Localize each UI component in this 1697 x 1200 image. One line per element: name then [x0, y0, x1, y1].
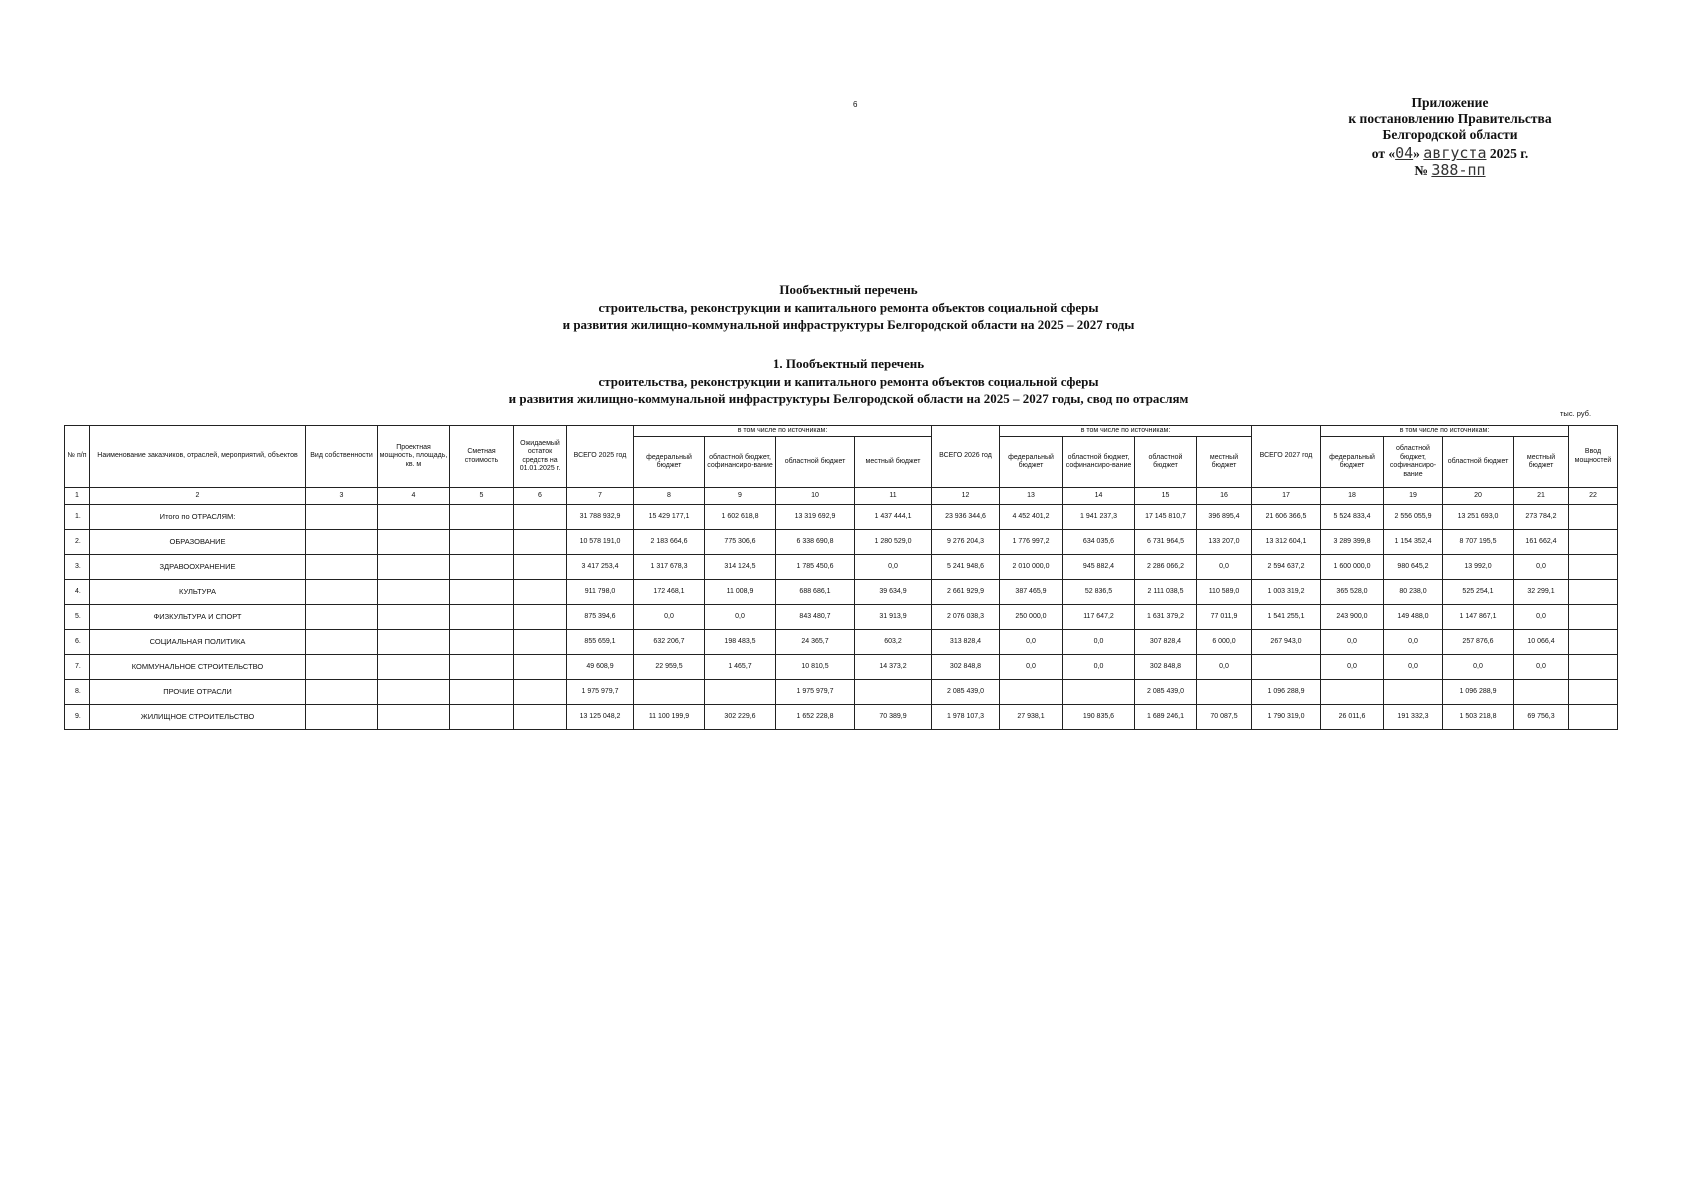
header-num: № п/п — [65, 426, 90, 488]
column-number: 17 — [1252, 488, 1321, 505]
table-cell: 1 600 000,0 — [1321, 555, 1384, 580]
table-cell: 22 959,5 — [634, 655, 705, 680]
date-month: августа — [1423, 144, 1487, 162]
table-cell: 0,0 — [1514, 605, 1569, 630]
column-number: 4 — [378, 488, 450, 505]
row-name-cell: СОЦИАЛЬНАЯ ПОЛИТИКА — [90, 630, 306, 655]
column-number: 14 — [1063, 488, 1135, 505]
table-cell: 2 556 055,9 — [1384, 505, 1443, 530]
table-cell: 149 488,0 — [1384, 605, 1443, 630]
section-title — [0, 355, 1697, 408]
table-cell: 6 000,0 — [1197, 630, 1252, 655]
table-row — [65, 680, 1618, 705]
table-cell — [1569, 655, 1618, 680]
table-cell: 52 836,5 — [1063, 580, 1135, 605]
table-cell — [1569, 555, 1618, 580]
row-name-cell: ЖИЛИЩНОЕ СТРОИТЕЛЬСТВО — [90, 705, 306, 730]
column-number: 1 — [65, 488, 90, 505]
header-federal-2025: федеральный бюджет — [634, 437, 705, 488]
date-prefix: от « — [1371, 146, 1396, 161]
table-cell: 1 465,7 — [705, 655, 776, 680]
column-number: 12 — [932, 488, 1000, 505]
table-cell: 70 087,5 — [1197, 705, 1252, 730]
table-cell: 6 731 964,5 — [1135, 530, 1197, 555]
appendix-line-2: к постановлению Правительства — [1348, 111, 1552, 126]
table-cell: 26 011,6 — [1321, 705, 1384, 730]
header-federal-2027: федеральный бюджет — [1321, 437, 1384, 488]
table-cell — [1569, 580, 1618, 605]
table-cell: 0,0 — [1514, 555, 1569, 580]
table-cell — [378, 605, 450, 630]
table-cell — [378, 630, 450, 655]
table-cell — [306, 555, 378, 580]
table-cell: 80 238,0 — [1384, 580, 1443, 605]
table-cell: 1 437 444,1 — [855, 505, 932, 530]
table-cell: 9 276 204,3 — [932, 530, 1000, 555]
table-cell: 0,0 — [1384, 655, 1443, 680]
table-row — [65, 705, 1618, 730]
table-cell — [1000, 680, 1063, 705]
row-name-cell: ФИЗКУЛЬТУРА И СПОРТ — [90, 605, 306, 630]
column-number: 8 — [634, 488, 705, 505]
column-number: 6 — [514, 488, 567, 505]
table-cell — [450, 630, 514, 655]
table-cell: 49 608,9 — [567, 655, 634, 680]
row-number-cell: 7. — [65, 655, 90, 680]
column-number: 2 — [90, 488, 306, 505]
column-number: 13 — [1000, 488, 1063, 505]
header-regional-2027: областной бюджет — [1443, 437, 1514, 488]
table-cell: 1 096 288,9 — [1443, 680, 1514, 705]
column-number: 19 — [1384, 488, 1443, 505]
column-number: 11 — [855, 488, 932, 505]
header-total-2026: ВСЕГО 2026 год — [932, 426, 1000, 488]
table-cell: 980 645,2 — [1384, 555, 1443, 580]
appendix-block — [1320, 95, 1580, 179]
date-mid: » — [1413, 146, 1420, 161]
table-cell: 0,0 — [1000, 655, 1063, 680]
table-cell — [514, 655, 567, 680]
table-cell: 243 900,0 — [1321, 605, 1384, 630]
table-cell: 0,0 — [705, 605, 776, 630]
table-cell: 190 835,6 — [1063, 705, 1135, 730]
table-cell — [1569, 680, 1618, 705]
column-number: 21 — [1514, 488, 1569, 505]
row-number-cell: 8. — [65, 680, 90, 705]
table-cell: 0,0 — [855, 555, 932, 580]
table-cell: 1 541 255,1 — [1252, 605, 1321, 630]
header-federal-2026: федеральный бюджет — [1000, 437, 1063, 488]
table-cell: 1 631 379,2 — [1135, 605, 1197, 630]
subtitle-line-2: строительства, реконструкции и капитального ремонта объектов социальной сферы — [598, 373, 1099, 389]
table-cell: 13 319 692,9 — [776, 505, 855, 530]
subtitle-line-3: и развития жилищно-коммунальной инфраструктуры Белгородской области на 2025 – 2027 годы, свод по отраслям — [508, 391, 1189, 406]
table-cell: 603,2 — [855, 630, 932, 655]
table-cell: 0,0 — [1514, 655, 1569, 680]
table-cell: 2 010 000,0 — [1000, 555, 1063, 580]
table-cell: 1 975 979,7 — [567, 680, 634, 705]
units-label: тыс. руб. — [1560, 409, 1592, 418]
table-cell: 10 066,4 — [1514, 630, 1569, 655]
table-cell: 133 207,0 — [1197, 530, 1252, 555]
table-cell: 8 707 195,5 — [1443, 530, 1514, 555]
table-cell — [1197, 680, 1252, 705]
column-number: 18 — [1321, 488, 1384, 505]
header-regional-2025: областной бюджет — [776, 437, 855, 488]
table-cell: 855 659,1 — [567, 630, 634, 655]
table-cell — [1514, 680, 1569, 705]
row-name-cell: КУЛЬТУРА — [90, 580, 306, 605]
row-number-cell: 4. — [65, 580, 90, 605]
table-cell — [1569, 705, 1618, 730]
table-cell: 1 317 678,3 — [634, 555, 705, 580]
table-cell: 387 465,9 — [1000, 580, 1063, 605]
table-cell — [450, 705, 514, 730]
table-cell — [306, 705, 378, 730]
row-name-cell: КОММУНАЛЬНОЕ СТРОИТЕЛЬСТВО — [90, 655, 306, 680]
table-cell: 161 662,4 — [1514, 530, 1569, 555]
row-number-cell: 6. — [65, 630, 90, 655]
row-number-cell: 3. — [65, 555, 90, 580]
appendix-number — [1320, 162, 1580, 179]
header-local-2027: местный бюджет — [1514, 437, 1569, 488]
table-cell: 302 848,8 — [932, 655, 1000, 680]
table-cell: 1 790 319,0 — [1252, 705, 1321, 730]
table-cell: 14 373,2 — [855, 655, 932, 680]
table-cell: 10 810,5 — [776, 655, 855, 680]
table-row — [65, 605, 1618, 630]
column-number: 7 — [567, 488, 634, 505]
table-cell — [306, 530, 378, 555]
table-cell: 13 125 048,2 — [567, 705, 634, 730]
table-cell — [306, 680, 378, 705]
table-cell: 945 882,4 — [1063, 555, 1135, 580]
table-cell: 1 776 997,2 — [1000, 530, 1063, 555]
header-cofin-2026: областной бюджет, софинансиро-вание — [1063, 437, 1135, 488]
table-cell — [514, 705, 567, 730]
date-year: 2025 г. — [1489, 146, 1529, 161]
table-cell — [378, 705, 450, 730]
table-cell — [1321, 680, 1384, 705]
header-name: Наименование заказчиков, отраслей, мероприятий, объектов — [90, 426, 306, 488]
table-cell: 302 229,6 — [705, 705, 776, 730]
table-cell: 313 828,4 — [932, 630, 1000, 655]
table-cell: 0,0 — [1384, 630, 1443, 655]
table-cell: 632 206,7 — [634, 630, 705, 655]
table-cell: 6 338 690,8 — [776, 530, 855, 555]
table-cell: 1 003 319,2 — [1252, 580, 1321, 605]
header-capacity: Проектная мощность, площадь, кв. м — [378, 426, 450, 488]
table-cell: 365 528,0 — [1321, 580, 1384, 605]
table-cell: 3 417 253,4 — [567, 555, 634, 580]
table-cell: 110 589,0 — [1197, 580, 1252, 605]
table-cell: 1 689 246,1 — [1135, 705, 1197, 730]
header-sources-2026: в том числе по источникам: — [1000, 426, 1252, 437]
table-cell: 1 652 228,8 — [776, 705, 855, 730]
table-cell: 69 756,3 — [1514, 705, 1569, 730]
table-row — [65, 580, 1618, 605]
table-cell: 2 594 637,2 — [1252, 555, 1321, 580]
table-cell: 2 085 439,0 — [932, 680, 1000, 705]
table-cell: 31 913,9 — [855, 605, 932, 630]
column-number: 10 — [776, 488, 855, 505]
header-cofin-2025: областной бюджет, софинансиро-вание — [705, 437, 776, 488]
table-cell — [450, 505, 514, 530]
subtitle-line-1: 1. Пообъектный перечень — [772, 356, 925, 371]
table-cell: 0,0 — [1197, 655, 1252, 680]
table-row — [65, 505, 1618, 530]
header-estimate: Сметная стоимость — [450, 426, 514, 488]
title-line-2: строительства, реконструкции и капитального ремонта объектов социальной сферы — [598, 299, 1099, 315]
table-cell: 198 483,5 — [705, 630, 776, 655]
header-regional-2026: областной бюджет — [1135, 437, 1197, 488]
table-cell: 31 788 932,9 — [567, 505, 634, 530]
table-cell: 314 124,5 — [705, 555, 776, 580]
header-remainder: Ожидаемый остаток средств на 01.01.2025 г. — [514, 426, 567, 488]
table-cell: 775 306,6 — [705, 530, 776, 555]
row-number-cell: 2. — [65, 530, 90, 555]
table-cell — [514, 505, 567, 530]
title-line-1: Пообъектный перечень — [779, 282, 918, 297]
table-cell: 0,0 — [1321, 655, 1384, 680]
table-cell: 1 602 618,8 — [705, 505, 776, 530]
table-row — [65, 555, 1618, 580]
table-cell: 3 289 399,8 — [1321, 530, 1384, 555]
table-cell: 5 524 833,4 — [1321, 505, 1384, 530]
table-cell — [378, 505, 450, 530]
table-cell — [450, 530, 514, 555]
table-cell: 1 503 218,8 — [1443, 705, 1514, 730]
table-cell: 273 784,2 — [1514, 505, 1569, 530]
table-cell — [1063, 680, 1135, 705]
table-cell — [450, 655, 514, 680]
table-row — [65, 530, 1618, 555]
header-cofin-2027: областной бюджет, софинансиро-вание — [1384, 437, 1443, 488]
header-commissioning: Ввод мощностей — [1569, 426, 1618, 488]
table-cell — [306, 580, 378, 605]
table-cell: 1 154 352,4 — [1384, 530, 1443, 555]
table-cell: 634 035,6 — [1063, 530, 1135, 555]
header-sources-2027: в том числе по источникам: — [1321, 426, 1569, 437]
table-cell — [378, 655, 450, 680]
document-title — [0, 281, 1697, 334]
table-cell: 2 076 038,3 — [932, 605, 1000, 630]
summary-table — [64, 425, 1618, 730]
table-body — [65, 505, 1618, 730]
appendix-title: Приложение — [1411, 95, 1489, 110]
table-cell: 4 452 401,2 — [1000, 505, 1063, 530]
table-cell — [634, 680, 705, 705]
row-name-cell: Итого по ОТРАСЛЯМ: — [90, 505, 306, 530]
row-number-cell: 9. — [65, 705, 90, 730]
column-number: 16 — [1197, 488, 1252, 505]
table-cell: 117 647,2 — [1063, 605, 1135, 630]
table-cell: 2 661 929,9 — [932, 580, 1000, 605]
table-cell: 0,0 — [1321, 630, 1384, 655]
column-number: 9 — [705, 488, 776, 505]
table-cell — [514, 680, 567, 705]
table-cell: 2 286 066,2 — [1135, 555, 1197, 580]
table-cell — [306, 505, 378, 530]
table-cell: 15 429 177,1 — [634, 505, 705, 530]
table-cell: 39 634,9 — [855, 580, 932, 605]
column-number: 22 — [1569, 488, 1618, 505]
table-cell — [1569, 630, 1618, 655]
table-cell: 13 251 693,0 — [1443, 505, 1514, 530]
table-cell: 5 241 948,6 — [932, 555, 1000, 580]
date-day: 04 — [1395, 144, 1414, 162]
header-local-2025: местный бюджет — [855, 437, 932, 488]
table-cell: 257 876,6 — [1443, 630, 1514, 655]
table-cell: 0,0 — [634, 605, 705, 630]
table-cell — [514, 630, 567, 655]
table-cell — [306, 605, 378, 630]
table-cell — [306, 630, 378, 655]
table-cell: 11 100 199,9 — [634, 705, 705, 730]
table-cell — [450, 580, 514, 605]
header-local-2026: местный бюджет — [1197, 437, 1252, 488]
column-number: 20 — [1443, 488, 1514, 505]
appendix-line-3: Белгородской области — [1382, 127, 1518, 142]
table-cell: 23 936 344,6 — [932, 505, 1000, 530]
table-row — [65, 630, 1618, 655]
table-cell: 307 828,4 — [1135, 630, 1197, 655]
table-cell: 1 147 867,1 — [1443, 605, 1514, 630]
table-cell: 396 895,4 — [1197, 505, 1252, 530]
table-cell: 0,0 — [1000, 630, 1063, 655]
table-cell — [1569, 605, 1618, 630]
header-total-2025: ВСЕГО 2025 год — [567, 426, 634, 488]
table-cell: 1 975 979,7 — [776, 680, 855, 705]
table-cell — [306, 655, 378, 680]
row-number-cell: 5. — [65, 605, 90, 630]
table-cell — [378, 555, 450, 580]
table-cell — [1569, 505, 1618, 530]
table-cell: 2 085 439,0 — [1135, 680, 1197, 705]
table-cell: 911 798,0 — [567, 580, 634, 605]
table-cell: 32 299,1 — [1514, 580, 1569, 605]
table-cell — [705, 680, 776, 705]
table-cell: 10 578 191,0 — [567, 530, 634, 555]
row-name-cell: ПРОЧИЕ ОТРАСЛИ — [90, 680, 306, 705]
table-cell: 1 785 450,6 — [776, 555, 855, 580]
table-cell: 1 096 288,9 — [1252, 680, 1321, 705]
table-cell — [514, 580, 567, 605]
table-cell: 1 280 529,0 — [855, 530, 932, 555]
table-cell — [1252, 655, 1321, 680]
table-cell: 843 480,7 — [776, 605, 855, 630]
table-cell: 13 312 604,1 — [1252, 530, 1321, 555]
page-number: 6 — [853, 100, 858, 109]
row-name-cell: ОБРАЗОВАНИЕ — [90, 530, 306, 555]
table-cell: 70 389,9 — [855, 705, 932, 730]
table-cell: 0,0 — [1197, 555, 1252, 580]
table-cell — [514, 555, 567, 580]
table-cell: 11 008,9 — [705, 580, 776, 605]
table-cell: 24 365,7 — [776, 630, 855, 655]
table-row — [65, 655, 1618, 680]
table-cell — [378, 530, 450, 555]
header-sources-2025: в том числе по источникам: — [634, 426, 932, 437]
table-cell: 13 992,0 — [1443, 555, 1514, 580]
column-number: 3 — [306, 488, 378, 505]
table-cell: 525 254,1 — [1443, 580, 1514, 605]
column-number: 15 — [1135, 488, 1197, 505]
table-cell: 0,0 — [1443, 655, 1514, 680]
header-total-2027: ВСЕГО 2027 год — [1252, 426, 1321, 488]
table-cell: 0,0 — [1063, 655, 1135, 680]
table-cell: 77 011,9 — [1197, 605, 1252, 630]
row-name-cell: ЗДРАВООХРАНЕНИЕ — [90, 555, 306, 580]
table-cell — [450, 605, 514, 630]
table-cell — [450, 680, 514, 705]
table-cell — [450, 555, 514, 580]
table-cell: 688 686,1 — [776, 580, 855, 605]
table-cell — [378, 680, 450, 705]
table-cell: 250 000,0 — [1000, 605, 1063, 630]
number-value: 388-пп — [1431, 161, 1486, 179]
table-cell — [378, 580, 450, 605]
table-cell: 2 111 038,5 — [1135, 580, 1197, 605]
number-prefix: № — [1414, 163, 1428, 178]
table-cell: 0,0 — [1063, 630, 1135, 655]
header-ownership: Вид собственности — [306, 426, 378, 488]
table-cell: 172 468,1 — [634, 580, 705, 605]
table-cell — [855, 680, 932, 705]
table-cell: 2 183 664,6 — [634, 530, 705, 555]
table-cell — [1384, 680, 1443, 705]
table-cell: 17 145 810,7 — [1135, 505, 1197, 530]
column-number: 5 — [450, 488, 514, 505]
table-cell: 1 941 237,3 — [1063, 505, 1135, 530]
table-cell: 302 848,8 — [1135, 655, 1197, 680]
table-cell: 875 394,6 — [567, 605, 634, 630]
table-cell — [514, 605, 567, 630]
title-line-3: и развития жилищно-коммунальной инфраструктуры Белгородской области на 2025 – 2027 годы — [562, 317, 1135, 332]
table-cell: 1 978 107,3 — [932, 705, 1000, 730]
table-cell: 191 332,3 — [1384, 705, 1443, 730]
table-cell: 21 606 366,5 — [1252, 505, 1321, 530]
appendix-date — [1320, 145, 1580, 162]
row-number-cell: 1. — [65, 505, 90, 530]
table-cell — [1569, 530, 1618, 555]
table-cell: 267 943,0 — [1252, 630, 1321, 655]
table-cell — [514, 530, 567, 555]
table-cell: 27 938,1 — [1000, 705, 1063, 730]
